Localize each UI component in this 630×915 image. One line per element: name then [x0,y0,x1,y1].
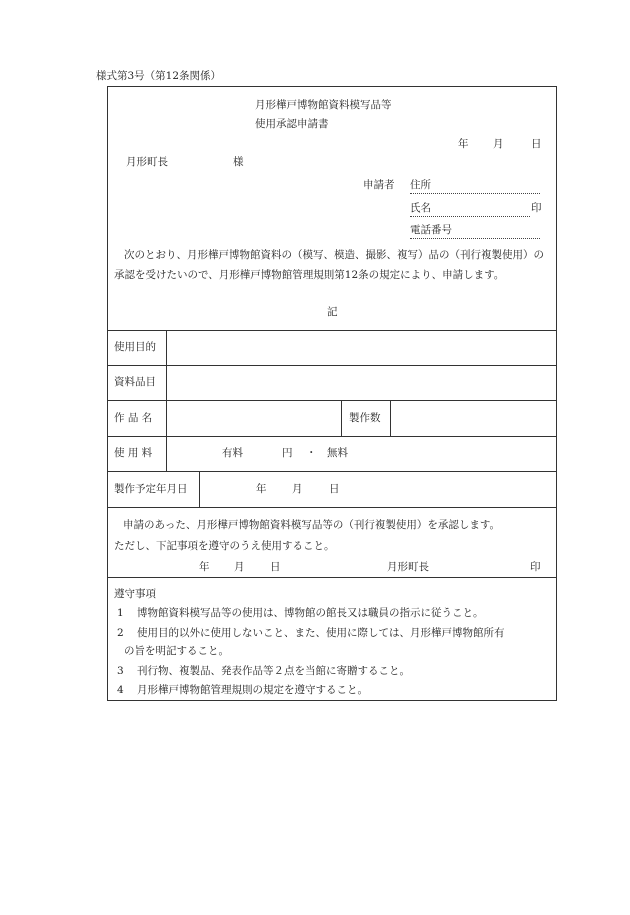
approval-bottom-line [107,577,557,578]
work-title-field[interactable] [167,401,340,435]
purpose-field[interactable] [167,331,556,365]
fee-yen: 円 [282,447,293,459]
quantity-field[interactable] [391,401,556,435]
address-field[interactable] [410,193,540,194]
ki-mark: 記 [327,306,338,318]
name-label: 氏名 [410,202,431,214]
addressee-name: 月形町長 [126,156,168,168]
production-day: 日 [329,483,340,495]
form-number-label: 様式第3号（第12条関係） [96,70,222,82]
rule-number: 2 [117,627,124,639]
rule-number: 3 [117,665,124,677]
rule-text-continuation: の旨を明記すること。 [124,645,229,657]
quantity-label: 製作数 [349,412,381,424]
rule-text: 使用目的以外に使用しないこと、また、使用に際しては、月形樺戸博物館所有 [137,627,505,639]
addressee-honorific: 様 [233,156,244,168]
row-line [107,436,557,437]
purpose-label: 使用目的 [114,341,156,353]
approval-seal: 印 [530,561,541,573]
fee-label: 使 用 料 [114,447,153,459]
fee-paid-option[interactable]: 有料 [222,447,243,459]
request-text: 次のとおり、月形樺戸博物館資料の（模写、模造、撮影、複写）品の（刊行複製使用）の承認を受けたいので、月形樺戸博物館管理規則第12条の規定により、申請します。 [114,249,544,281]
date-day: 日 [531,138,542,150]
fee-free-option[interactable]: 無料 [327,447,348,459]
work-title-label: 作 品 名 [114,412,153,424]
name-field[interactable] [410,216,530,217]
applicant-label: 申請者 [363,179,395,191]
applicant-seal: 印 [531,202,542,214]
date-month: 月 [493,138,504,150]
approval-year: 年 [199,561,210,573]
row-line [107,507,557,508]
form-title-line1: 月形樺戸博物館資料模写品等 [255,99,392,111]
fee-separator: ・ [306,447,317,459]
approval-day: 日 [270,561,281,573]
rule-number: 4 [117,684,124,696]
address-label: 住所 [410,179,431,191]
production-year: 年 [256,483,267,495]
approval-text-line2: ただし、下記事項を遵守のうえ使用すること。 [114,540,335,552]
rule-number: 1 [117,607,124,619]
production-month: 月 [292,483,303,495]
date-year: 年 [458,138,469,150]
approval-month: 月 [234,561,245,573]
approval-text-line1: 申請のあった、月形樺戸博物館資料模写品等の（刊行複製使用）を承認します。 [123,519,501,531]
rule-text: 月形樺戸博物館管理規則の規定を遵守すること。 [137,684,368,696]
date-label-column-line [199,471,200,507]
rule-text: 刊行物、複製品、発表作品等２点を当館に寄贈すること。 [137,665,410,677]
phone-field[interactable] [410,238,540,239]
rules-heading: 遵守事項 [114,588,156,600]
item-label: 資料品目 [114,376,156,388]
rule-text: 博物館資料模写品等の使用は、博物館の館長又は職員の指示に従うこと。 [137,607,484,619]
item-field[interactable] [167,366,556,400]
production-date-label: 製作予定年月日 [114,483,188,495]
phone-label: 電話番号 [410,224,452,236]
form-title-line2: 使用承認申請書 [255,118,329,130]
row-line [107,471,557,472]
quantity-left-line [341,400,342,436]
approval-mayor: 月形町長 [387,561,429,573]
